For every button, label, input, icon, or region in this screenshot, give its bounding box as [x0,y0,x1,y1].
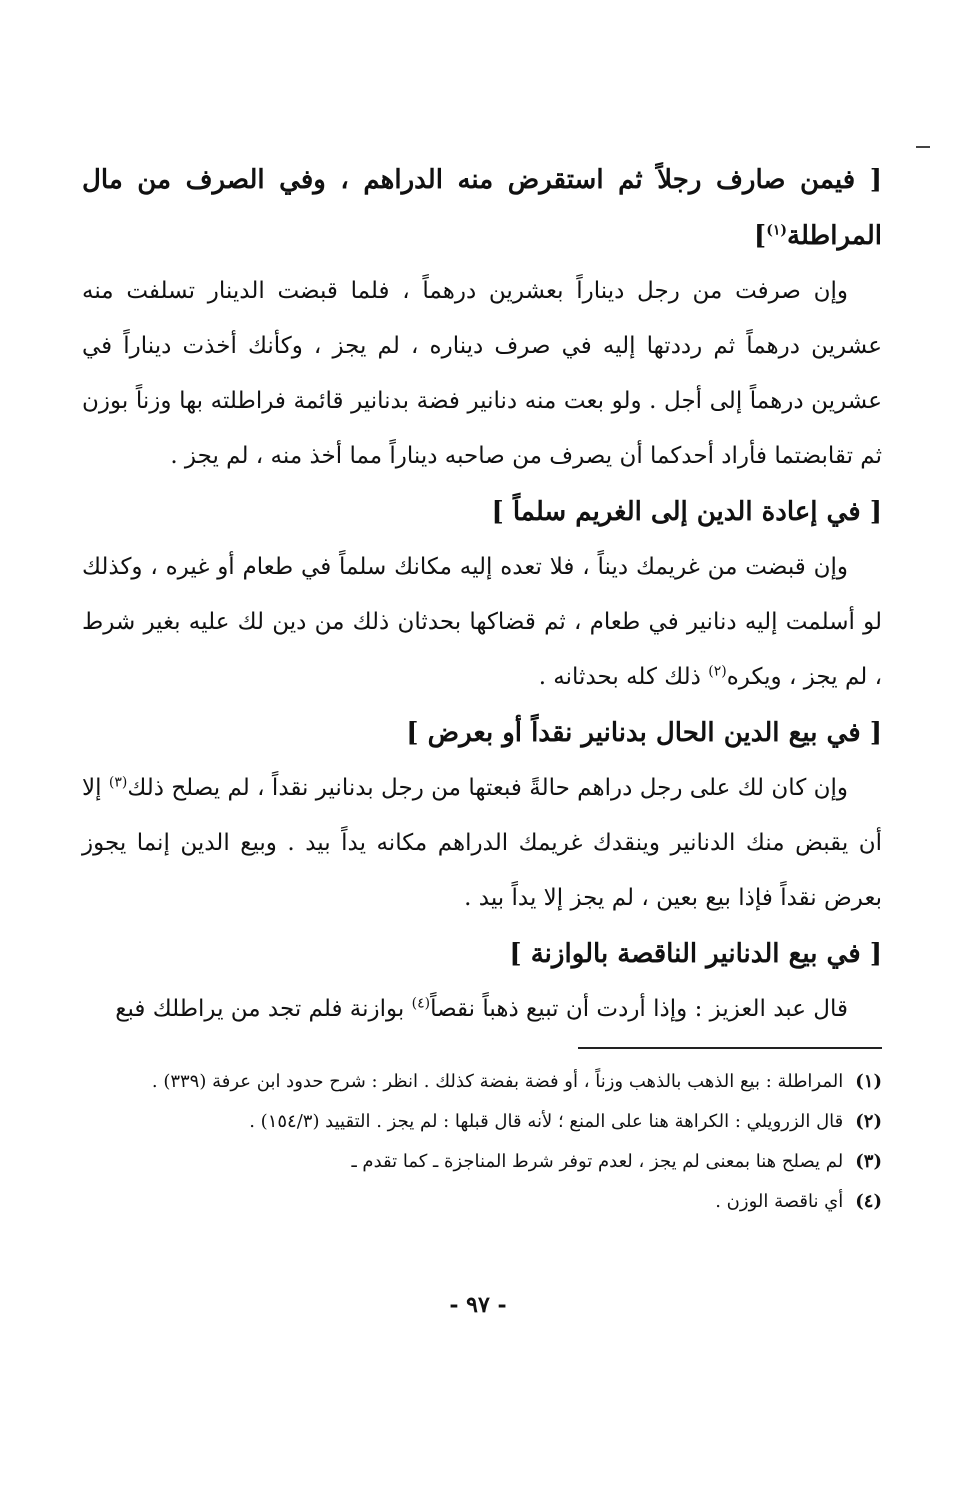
footnote-text: لم يصلح هنا بمعنى لم يجز ، لعدم توفر شرط المناجزة ـ كما تقدم ـ [351,1151,844,1172]
footnote-number: (٢) [855,1111,882,1132]
footnote-number: (١) [855,1071,882,1092]
section-heading-3: [ في بيع الدين الحال بدنانير نقداً أو بعرض ] [406,718,882,748]
footnote-text: أي ناقصة الوزن . [715,1191,844,1212]
footnote-text: المراطلة : بيع الذهب بالذهب وزناً ، أو فضة بفضة كذلك . انظر : شرح حدود ابن عرفة (٣٣٩) . [151,1071,844,1092]
footnote-ref-2[interactable]: (٢) [708,663,727,680]
paragraph-2: وإن قبضت من غريمك ديناً ، فلا تعده إليه مكانك سلماً في طعام أو غيره ، وكذلك لو أسلمت إليه دنانير في طعام ، ثم قضاكها بحدثان ذلك من دين لك عليه بغير شرط ، لم يجز ، ويكره$^{(٢)}$ ذلك كله بحدثانه . [82,554,882,690]
section-heading-1: [ فيمن صارف رجلاً ثم استقرض منه الدراهم ، وفي الصرف من مال المراطلة$^{(١)}$] [82,165,882,251]
footnote-text: قال الزرويلي : الكراهة هنا على المنع ؛ لأنه قال قبلها : لم يجز . التقييد (١٥٤/٣) . [249,1111,844,1132]
main-text [82,152,882,1037]
paragraph-3: وإن كان لك على رجل دراهم حالةً فبعتها من رجل بدنانير نقداً ، لم يصلح ذلك$^{(٣)}$ إلا أن يقبض منك الدنانير وينقدك غريمك الدراهم مكانه يداً بيد . وبيع الدين إنما يجوز بعرض نقداً فإذا بيع بعين ، لم يجز إلا يداً بيد . [82,774,882,911]
corner-mark [916,146,930,148]
footnote-divider [578,1047,882,1049]
footnote-ref-4[interactable]: (٤) [411,995,431,1012]
paragraph-4: قال عبد العزيز : وإذا أردت أن تبيع ذهباً نقصاً$^{(٤)}$ بوازنة فلم تجد من يراطلك فبع [115,995,848,1022]
footnote-ref-1[interactable]: (١) [766,222,787,239]
page-number: - ٩٧ - [449,1292,507,1318]
footnote-2 [82,1102,882,1142]
footnote-ref-3[interactable]: (٣) [108,774,128,791]
footnote-number: (٣) [855,1151,882,1172]
footnote-number: (٤) [855,1191,882,1212]
footnote-3 [82,1142,882,1182]
footnotes [82,1062,882,1222]
footnote-4 [82,1182,882,1222]
section-heading-2: [ في إعادة الدين إلى الغريم سلماً ] [491,497,882,527]
footnote-1 [82,1062,882,1102]
paragraph-1: وإن صرفت من رجل ديناراً بعشرين درهماً ، فلما قبضت الدينار تسلفت منه عشرين درهماً ثم رددتها إليه في صرف ديناره ، لم يجز ، وكأنك أخذت ديناراً في عشرين درهماً إلى أجل . ولو بعت منه دنانير فضة بدنانير قائمة فراطلته بها وزناً بوزن ثم تقابضتما فأراد أحدكما أن يصرف من صاحبه ديناراً مما أخذ منه ، لم يجز . [82,278,882,469]
section-heading-4: [ في بيع الدنانير الناقصة بالوازنة ] [509,939,882,969]
